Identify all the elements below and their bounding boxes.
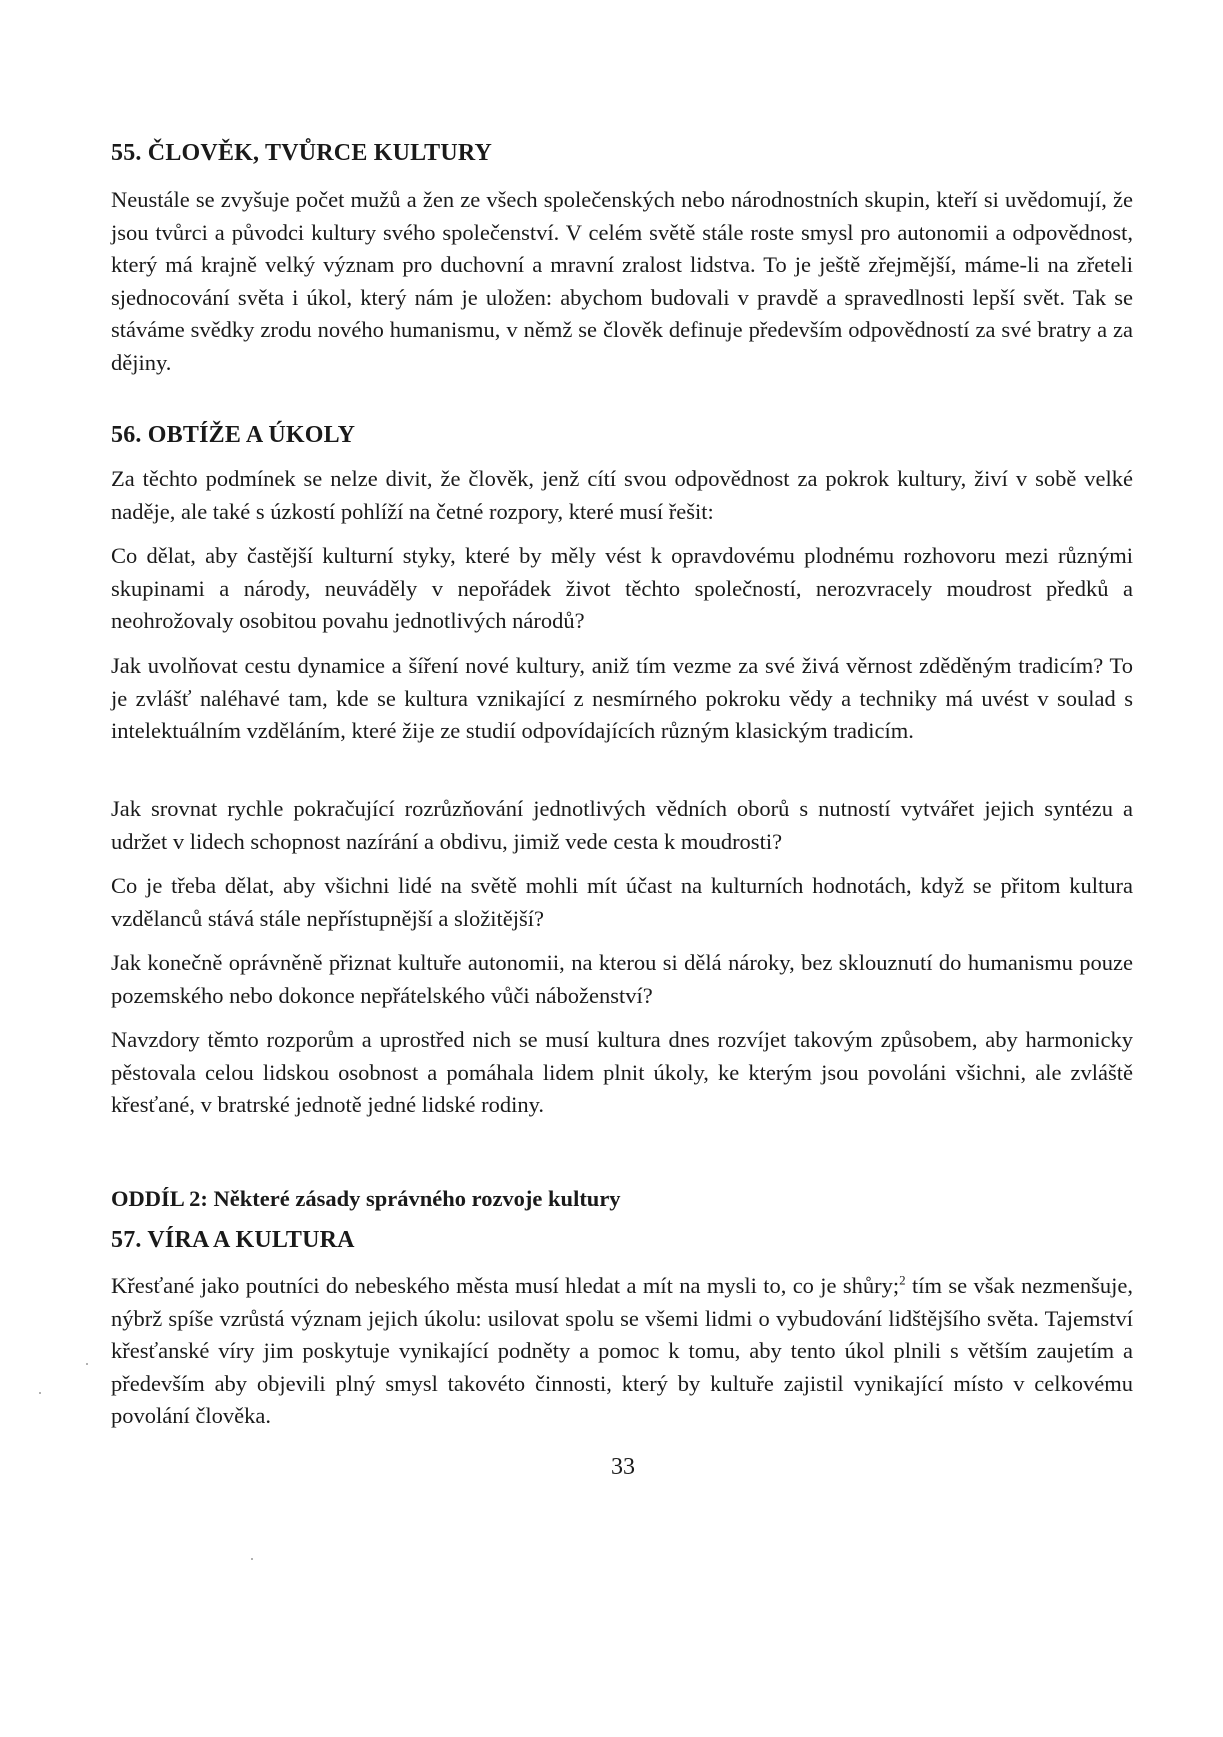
section-57-heading: 57. VÍRA A KULTURA: [111, 1227, 355, 1253]
section-57-paragraph-start: Křesťané jako poutníci do nebeského města musí hledat a mít na mysli to, co je shůry;: [111, 1273, 900, 1298]
scan-speck: [86, 1363, 88, 1365]
section-56-paragraph-2: Co dělat, aby častější kulturní styky, které by měly vést k opravdovému plodnému rozhovoru mezi různými skupinami a národy, neuváděly v nepořádek život těchto společností, nerozvracely moudrost předků a neohrožovaly osobitou povahu jednotlivých národů?: [111, 543, 1133, 634]
footnote-reference: 2: [899, 1272, 906, 1288]
oddil-2-heading: ODDÍL 2: Některé zásady správného rozvoje kultury: [111, 1186, 621, 1211]
section-55-paragraph: Neustále se zvyšuje počet mužů a žen ze všech společenských nebo národnostních skupin, kteří si uvědomují, že jsou tvůrci a původci kultury svého společenství. V celém světě stále roste smysl pro autonomii a odpovědnost, který má krajně velký význam pro duchovní a mravní zralost lidstva. To je ještě zřejmější, máme-li na zřeteli sjednocování světa i úkol, který nám je uložen: abychom budovali v pravdě a spravedlnosti lepší svět. Tak se stáváme svědky zrodu nového humanismu, v němž se člověk definuje především odpovědností za své bratry a za dějiny.: [111, 187, 1133, 375]
section-56-paragraph-3: Jak uvolňovat cestu dynamice a šíření nové kultury, aniž tím vezme za své živá věrnost zděděným tradicím? To je zvlášť naléhavé tam, kde se kultura vznikající z nesmírného pokroku vědy a techniky má uvést v soulad s intelektuálním vzděláním, které žije ze studií odpovídajících různým klasickým tradicím.: [111, 653, 1133, 744]
section-57-paragraph: [111, 1270, 1133, 1433]
page-number: 33: [611, 1454, 635, 1480]
section-57-paragraph-end: tím se však nezmenšuje, nýbrž spíše vzrůstá význam jejich úkolu: usilovat spolu se všemi lidmi o vybudování lidštějšího světa. Tajemství křesťanské víry jim poskytuje vynikající podněty a pomoc k tomu, aby tento úkol plnili s větším zaujetím a především aby objevili plný smysl takovéto činnosti, který by kultuře zajistil vynikající místo v celkovému povolání člověka.: [111, 1273, 1133, 1429]
section-56-heading: 56. OBTÍŽE A ÚKOLY: [111, 422, 356, 448]
scan-speck: [39, 1392, 41, 1394]
scan-speck: [251, 1558, 253, 1560]
section-55-heading: 55. ČLOVĚK, TVŮRCE KULTURY: [111, 140, 493, 166]
section-56-paragraph-5: Co je třeba dělat, aby všichni lidé na světě mohli mít účast na kulturních hodnotách, když se přitom kultura vzdělanců stává stále nepřístupnější a složitější?: [111, 873, 1133, 931]
document-page: [111, 0, 1135, 1737]
section-56-paragraph-4: Jak srovnat rychle pokračující rozrůzňování jednotlivých vědních oborů s nutností vytvářet jejich syntézu a udržet v lidech schopnost nazírání a obdivu, jimiž vede cesta k moudrosti?: [111, 796, 1133, 854]
section-56-paragraph-6: Jak konečně oprávněně přiznat kultuře autonomii, na kterou si dělá nároky, bez sklouznutí do humanismu pouze pozemského nebo dokonce nepřátelského vůči náboženství?: [111, 950, 1133, 1008]
section-56-paragraph-1: Za těchto podmínek se nelze divit, že člověk, jenž cítí svou odpovědnost za pokrok kultury, živí v sobě velké naděje, ale také s úzkostí pohlíží na četné rozpory, které musí řešit:: [111, 466, 1133, 524]
section-56-paragraph-7: Navzdory těmto rozporům a uprostřed nich se musí kultura dnes rozvíjet takovým způsobem, aby harmonicky pěstovala celou lidskou osobnost a pomáhala lidem plnit úkoly, ke kterým jsou povoláni všichni, ale zvláště křesťané, v bratrské jednotě jedné lidské rodiny.: [111, 1027, 1133, 1118]
